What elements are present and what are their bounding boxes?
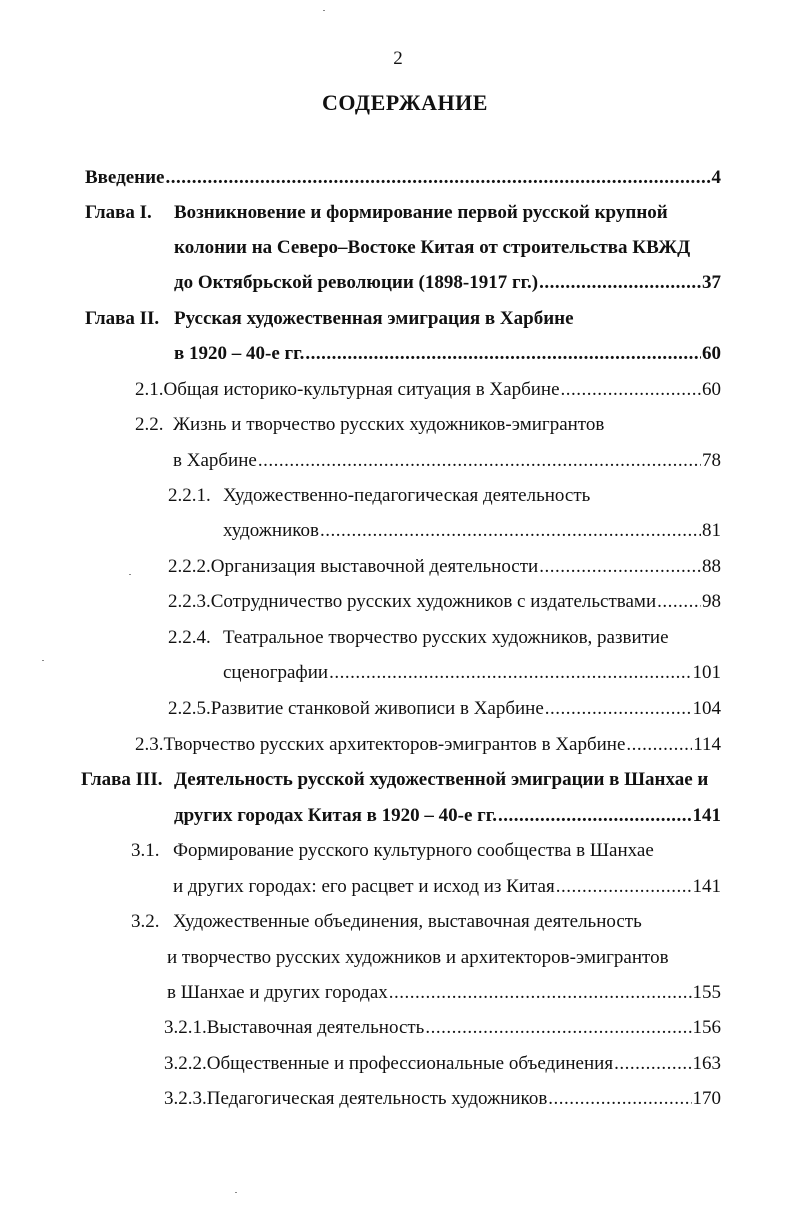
toc-number: Глава III. [81, 769, 163, 790]
toc-entry-2-2-3 [168, 590, 721, 614]
toc-leader [545, 697, 692, 721]
toc-leader [258, 449, 701, 473]
toc-page: 60 [702, 379, 721, 400]
toc-label: Общая историко-культурная ситуация в Харбине [163, 379, 560, 400]
toc-leader [389, 981, 692, 1005]
toc-label: в Харбине [173, 450, 257, 471]
toc-entry-ch3-cont [174, 804, 721, 828]
toc-page: 81 [702, 520, 721, 541]
toc-label: других городах Китая в 1920 – 40-е гг. [174, 805, 497, 826]
toc-page: 4 [711, 167, 721, 188]
toc-entry-2-2-1 [168, 484, 590, 508]
toc-entry-intro [85, 166, 721, 190]
toc-number: 3.2.1. [164, 1017, 207, 1038]
toc-number: 2.2.2. [168, 556, 211, 577]
toc-entry-2-2-5 [168, 697, 721, 721]
toc-leader [539, 271, 701, 295]
toc-label: Возникновение и формирование первой русской крупной [174, 202, 668, 223]
toc-page: 101 [692, 662, 721, 683]
toc-page: 155 [692, 982, 721, 1003]
toc-label: Деятельность русской художественной эмиграции в Шанхае и [174, 769, 709, 790]
toc-number: 2.2.4. [168, 627, 211, 648]
toc-number: 2.2.5. [168, 698, 211, 719]
toc-page: 104 [692, 698, 721, 719]
toc-entry-ch1 [85, 201, 668, 225]
toc-entry-3-1 [131, 839, 654, 863]
toc-entry-ch2-cont [174, 342, 721, 366]
toc-page: 98 [702, 591, 721, 612]
toc-leader [614, 1052, 691, 1076]
toc-entry-3-2-1 [164, 1016, 721, 1040]
toc-entry-3-2-cont2 [167, 981, 721, 1005]
toc-label: в 1920 – 40-е гг. [174, 343, 305, 364]
toc-leader [539, 555, 701, 579]
page-title: СОДЕРЖАНИЕ [322, 90, 488, 115]
toc-leader [561, 378, 701, 402]
toc-label: и других городах: его расцвет и исход из Китая [173, 876, 555, 897]
toc-page: 156 [692, 1017, 721, 1038]
toc-label: колонии на Северо–Востоке Китая от строительства КВЖД [174, 237, 691, 258]
toc-number: 3.2.3. [164, 1088, 207, 1109]
page-number: 2 [393, 48, 403, 69]
toc-number: 3.1. [131, 840, 160, 861]
toc-leader [657, 590, 701, 614]
toc-number: Глава I. [85, 202, 152, 223]
toc-page: 114 [693, 734, 721, 755]
toc-page: 163 [692, 1053, 721, 1074]
toc-entry-2-2-2 [168, 555, 721, 579]
toc-label: Художественные объединения, выставочная деятельность [173, 911, 642, 932]
toc-page: 60 [702, 343, 721, 364]
scan-speck [235, 1192, 237, 1193]
toc-page: 141 [692, 876, 721, 897]
toc-label: художников [223, 520, 319, 541]
toc-label: Выставочная деятельность [206, 1017, 425, 1038]
toc-leader [626, 733, 692, 757]
toc-entry-2-1 [135, 378, 721, 402]
scan-speck [42, 660, 44, 661]
toc-leader [329, 661, 691, 685]
toc-number: 2.3. [135, 734, 164, 755]
toc-leader [320, 519, 701, 543]
toc-label: Формирование русского культурного сообщества в Шанхае [173, 840, 654, 861]
toc-page: 78 [702, 450, 721, 471]
toc-label: Русская художественная эмиграция в Харбине [174, 308, 574, 329]
toc-entry-2-2-1-cont [223, 519, 721, 543]
scan-speck [323, 10, 325, 11]
toc-entry-3-1-cont [173, 875, 721, 899]
scan-speck [129, 574, 131, 575]
toc-entry-2-3 [135, 733, 721, 757]
toc-label: Театральное творчество русских художников, развитие [223, 627, 669, 648]
toc-number: 2.2.1. [168, 485, 211, 506]
toc-entry-2-2 [135, 413, 604, 437]
toc-entry-3-2-2 [164, 1052, 721, 1076]
toc-page: 141 [692, 805, 721, 826]
toc-page: 170 [692, 1088, 721, 1109]
toc-leader [305, 342, 701, 366]
toc-leader [166, 166, 711, 190]
toc-label: Организация выставочной деятельности [210, 556, 539, 577]
toc-number: 3.2.2. [164, 1053, 207, 1074]
toc-entry-ch1-cont [174, 236, 690, 260]
toc-number: Глава II. [85, 308, 160, 329]
toc-entry-3-2 [131, 910, 642, 934]
toc-label: в Шанхае и других городах [167, 982, 388, 1003]
toc-leader [498, 804, 692, 828]
toc-label: Введение [85, 167, 165, 188]
toc-number: 2.2.3. [168, 591, 211, 612]
toc-label: Общественные и профессиональные объединения [206, 1053, 614, 1074]
toc-entry-ch3 [81, 768, 708, 792]
toc-leader [548, 1087, 691, 1111]
toc-leader [556, 875, 692, 899]
toc-label: Развитие станковой живописи в Харбине [210, 698, 544, 719]
toc-page: 88 [702, 556, 721, 577]
toc-number: 2.2. [135, 414, 164, 435]
toc-label: до Октябрьской революции (1898-1917 гг.) [174, 272, 539, 293]
toc-number: 3.2. [131, 911, 160, 932]
toc-label: Жизнь и творчество русских художников-эмигрантов [173, 414, 605, 435]
toc-label: Художественно-педагогическая деятельность [223, 485, 591, 506]
toc-entry-2-2-4-cont [223, 661, 721, 685]
toc-label: Творчество русских архитекторов-эмигрантов в Харбине [163, 734, 626, 755]
toc-label: Педагогическая деятельность художников [206, 1088, 548, 1109]
toc-entry-ch1-cont2 [174, 271, 721, 295]
toc-entry-2-2-4 [168, 626, 669, 650]
toc-label: сценографии [223, 662, 329, 683]
toc-leader [425, 1016, 691, 1040]
toc-label: и творчество русских художников и архитекторов-эмигрантов [167, 947, 669, 968]
toc-entry-ch2 [85, 307, 574, 331]
toc-entry-2-2-cont [173, 449, 721, 473]
toc-entry-3-2-cont [167, 946, 669, 970]
toc-page: 37 [702, 272, 721, 293]
toc-entry-3-2-3 [164, 1087, 721, 1111]
toc-number: 2.1. [135, 379, 164, 400]
toc-label: Сотрудничество русских художников с издательствами [210, 591, 657, 612]
